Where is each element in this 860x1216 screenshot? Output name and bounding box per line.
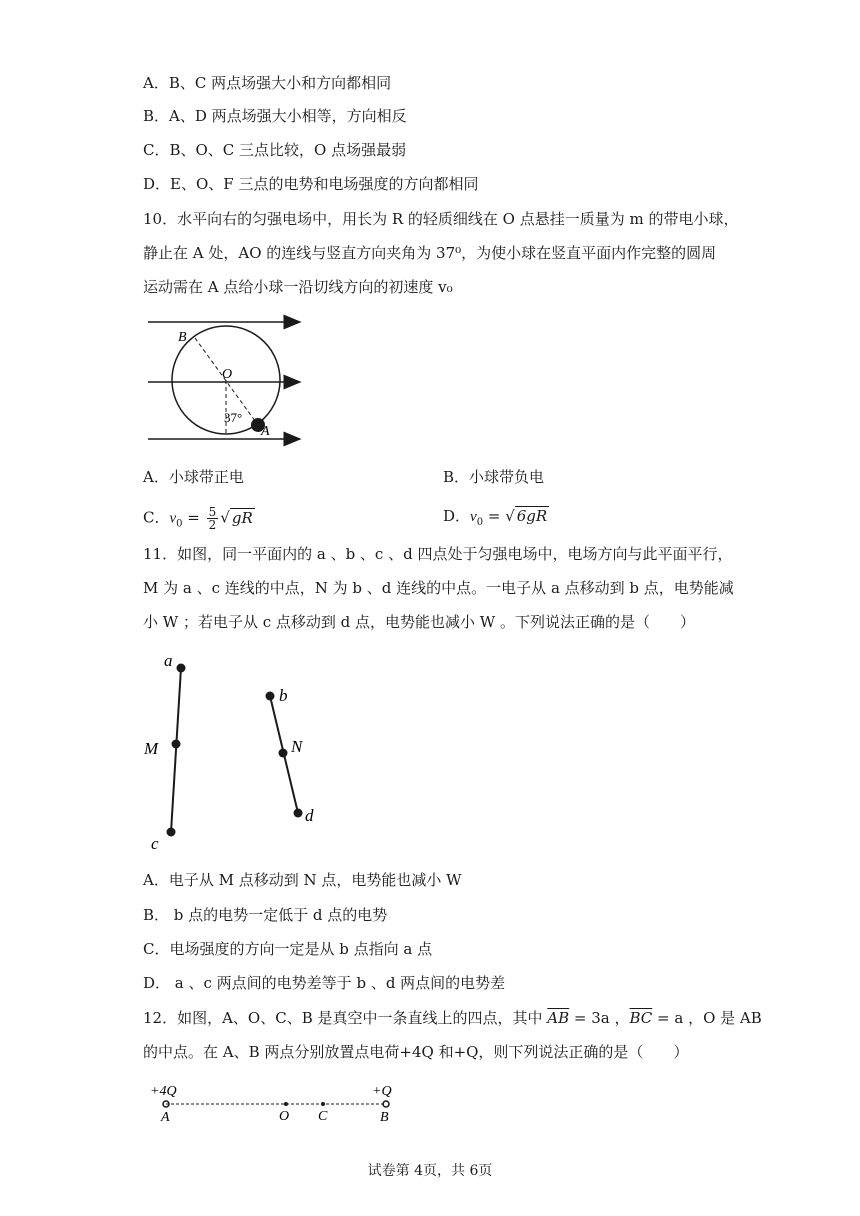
q11-option-d: D． a 、c 两点间的电势差等于 b 、d 两点间的电势差 [143,974,506,992]
q9-option-c: C．B、O、C 三点比较，O 点场强最弱 [143,141,407,159]
q11-text-line1: 11．如图，同一平面内的 a 、b 、c 、d 四点处于匀强电场中，电场方向与此平面平行， [143,545,733,563]
label-b: b [279,686,288,705]
point-C [321,1102,325,1106]
label-O: O [279,1109,290,1124]
q10-text-line1: 10．水平向右的匀强电场中，用长为 R 的轻质细线在 O 点悬挂一质量为 m 的带电小球， [143,210,739,228]
label-c: c [151,834,159,853]
point-a [177,664,186,673]
q11-figure [140,650,340,855]
label-A: A [261,424,270,439]
q10-option-a: A．小球带正电 [143,468,244,486]
point-N [279,749,288,758]
q10-option-d: D．$v_0$ = √ 6gR [443,507,548,528]
q9-option-d: D．E、O、F 三点的电势和电场强度的方向都相同 [143,175,479,193]
q9-option-a: A．B、C 两点场强大小和方向都相同 [143,74,392,92]
label-N: N [291,737,303,756]
fraction: $\frac{5}{2}$ [208,505,217,532]
q11-text-line3: 小 W ；若电子从 c 点移动到 d 点，电势能也减小 W 。下列说法正确的是（ ） [143,613,695,631]
q9-option-b: B．A、D 两点场强大小相等，方向相反 [143,107,407,125]
q11-text-line2: M 为 a 、c 连线的中点，N 为 b 、d 连线的中点。一电子从 a 点移动到 b 点，电势能减 [143,579,734,597]
point-b [266,692,275,701]
charge-A-label: +4Q [150,1084,177,1099]
label-a: a [164,651,173,670]
q11-option-c: C．电场强度的方向一定是从 b 点指向 a 点 [143,940,433,958]
point-c [167,828,176,837]
page-footer: 试卷第 4页，共 6页 [367,1163,493,1179]
q12-text-line1: 12．如图，A、O、C、B 是真空中一条直线上的四点，其中 $\overline{AB} = 3a$ ，$\overline{BC} = a$ ，O 是 AB [143,1009,762,1027]
q10-option-b: B．小球带负电 [443,468,545,486]
label-d: d [305,806,314,825]
label-B: B [380,1110,389,1125]
point-M [172,740,181,749]
label-A: A [161,1110,170,1125]
label-O: O [222,367,233,382]
charge-B-label: +Q [372,1084,392,1099]
q10-option-c: C．$v_0$ = $\frac{5}{2}$ √ gR [143,505,253,532]
angle-label: 37° [224,410,243,425]
segment-ac [171,668,181,832]
q11-option-b: B． b 点的电势一定低于 d 点的电势 [143,906,388,924]
q10-text-line3: 运动需在 A 点给小球一沿切线方向的初速度 v₀ [143,278,453,296]
q12-figure [140,1075,410,1130]
point-O [284,1102,288,1106]
q12-text-line2: 的中点。在 A、B 两点分别放置点电荷+4Q 和+Q，则下列说法正确的是（ ） [143,1043,689,1061]
point-d [294,809,303,818]
q11-option-a: A．电子从 M 点移动到 N 点，电势能也减小 W [143,871,462,889]
label-C: C [318,1109,328,1124]
label-B: B [178,330,187,345]
q10-text-line2: 静止在 A 处，AO 的连线与竖直方向夹角为 37⁰，为使小球在竖直平面内作完整的圆周 [143,244,717,262]
label-M: M [144,739,159,758]
q10-figure [140,308,310,448]
